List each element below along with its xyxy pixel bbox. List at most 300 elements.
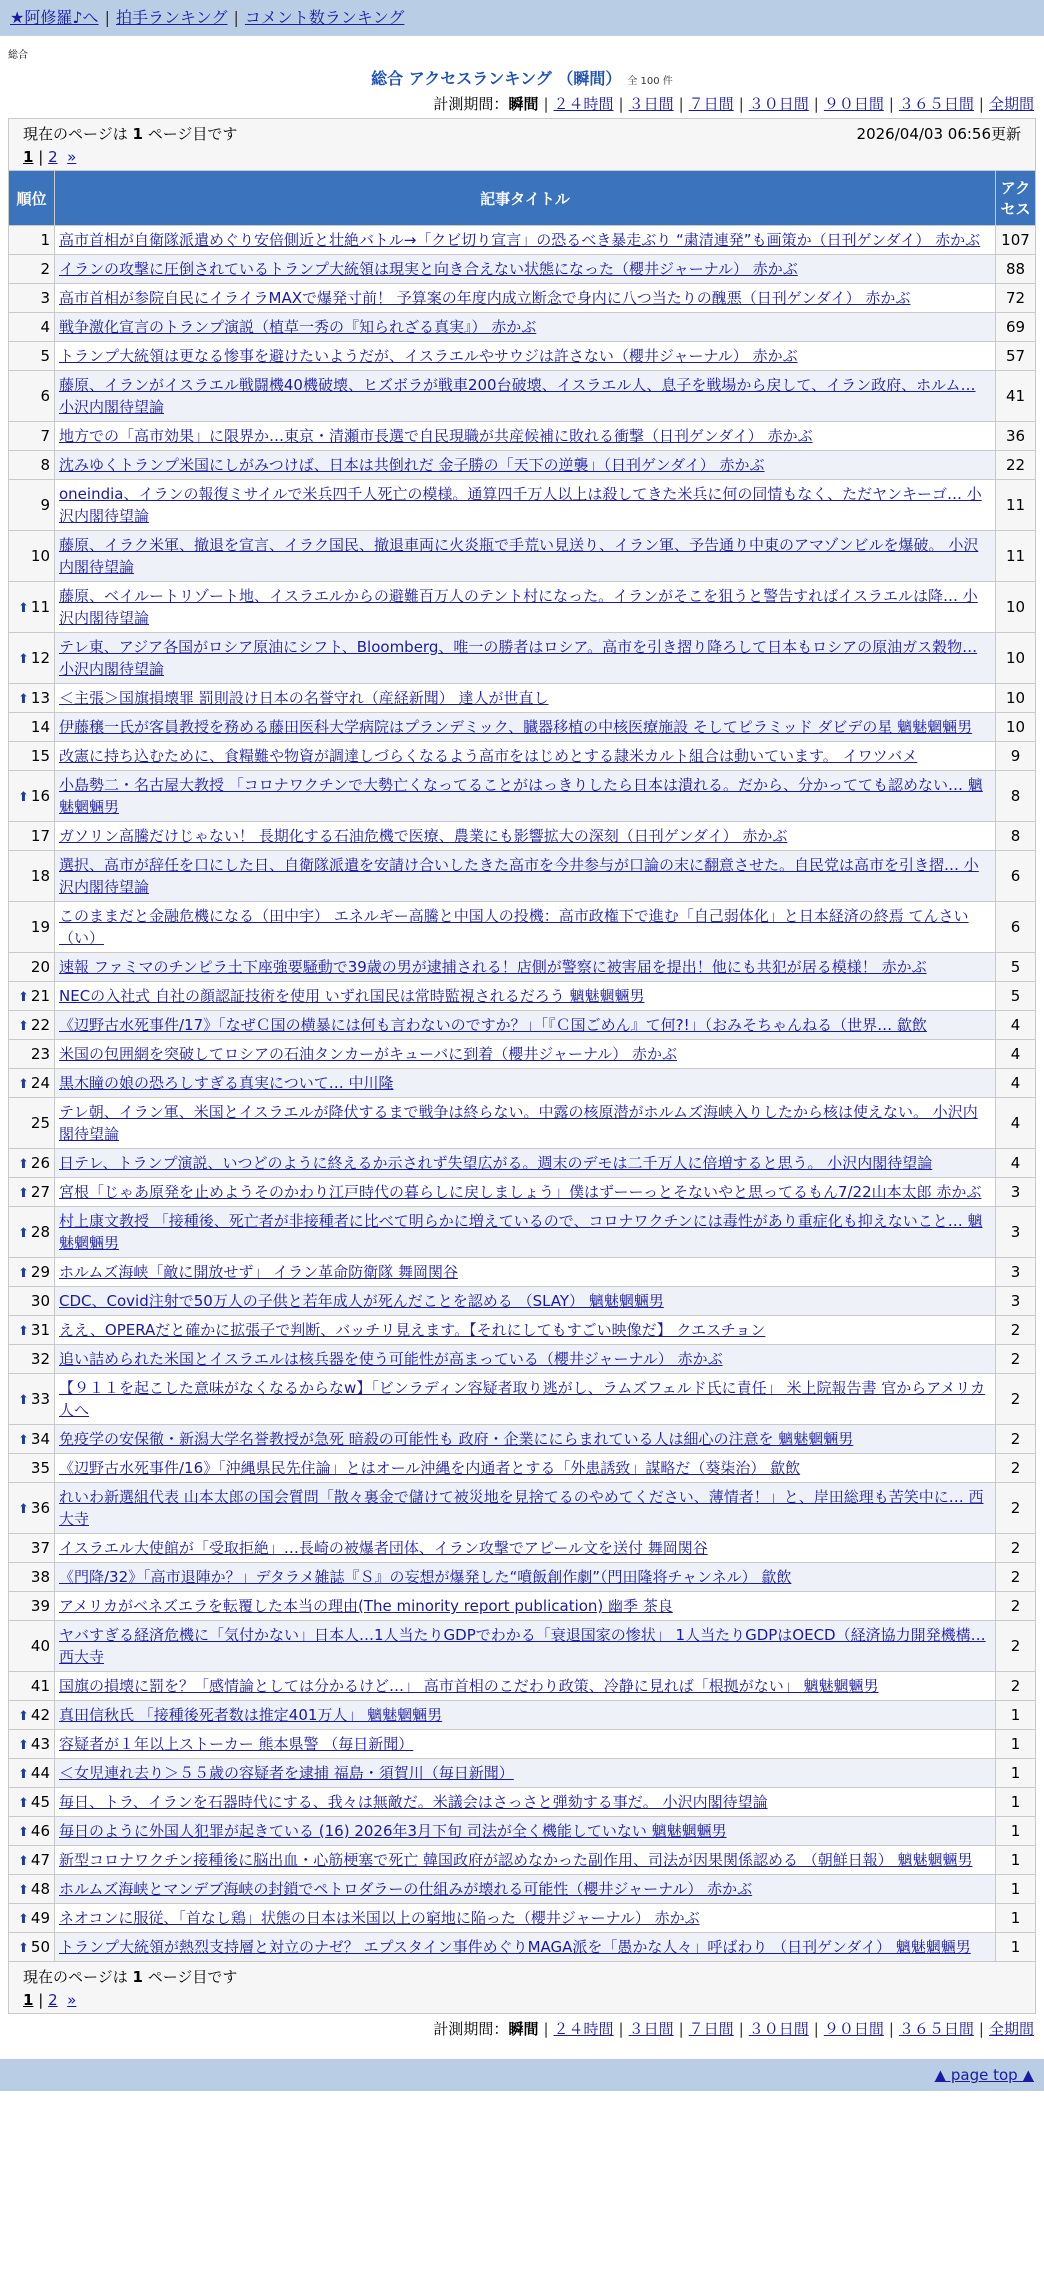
- table-row: [9, 684, 1036, 713]
- article-link[interactable]: 《辺野古水死事件/17》「なぜＣ国の横暴には何も言わないのですか？」「『Ｃ国ごめん』て何?!」（おみそちゃんねる（世界… 歙飲: [59, 1016, 927, 1034]
- rank-cell: [9, 480, 55, 531]
- table-row: [9, 284, 1036, 313]
- title-cell: [55, 822, 996, 851]
- title-cell: [55, 851, 996, 902]
- table-row: [9, 1759, 1036, 1788]
- rank-number: 4: [40, 318, 50, 336]
- table-row: [9, 1534, 1036, 1563]
- rank-number: 48: [30, 1880, 50, 1898]
- table-row: [9, 226, 1036, 255]
- page-info-row-bottom: [9, 1962, 1036, 2014]
- rank-cell: [9, 451, 55, 480]
- page-title: [8, 66, 1036, 89]
- table-row: [9, 582, 1036, 633]
- table-row: [9, 451, 1036, 480]
- table-row: [9, 1875, 1036, 1904]
- article-link[interactable]: トランプ大統領が熱烈支持層と対立のナゼ？ エプスタイン事件めぐりMAGA派を「愚かな人々」呼ばわり （日刊ゲンダイ） 魑魅魍魎男: [59, 1938, 971, 1956]
- title-cell: [55, 1069, 996, 1098]
- title-cell: [55, 582, 996, 633]
- title-cell: [55, 1759, 996, 1788]
- rank-number: 9: [40, 496, 50, 514]
- title-cell: [55, 284, 996, 313]
- rank-number: 13: [30, 689, 50, 707]
- title-cell: [55, 982, 996, 1011]
- article-link[interactable]: ＜主張＞国旗損壊罪 罰則設け日本の名誉守れ（産経新聞） 達人が世直し: [59, 689, 549, 707]
- access-count: 69: [995, 313, 1035, 342]
- access-count: 3: [995, 1207, 1035, 1258]
- rank-up-arrow-icon: ⬆: [18, 1502, 29, 1517]
- rank-up-arrow-icon: ⬆: [18, 1825, 29, 1840]
- article-link[interactable]: NECの入社式 自社の顔認証技術を使用 いずれ国民は常時監視されるだろう 魑魅魍魎男: [59, 987, 645, 1005]
- rank-number: 11: [30, 598, 50, 616]
- period-link-365d[interactable]: ３６５日間: [898, 2020, 974, 2038]
- rank-cell: [9, 771, 55, 822]
- article-link[interactable]: 戦争激化宣言のトランプ演説（植草一秀の『知られざる真実』） 赤かぶ: [59, 318, 537, 336]
- title-cell: [55, 1904, 996, 1933]
- rank-number: 50: [30, 1938, 50, 1956]
- article-link[interactable]: ホルムズ海峡「敵に開放せず」 イラン革命防衛隊 舞岡関谷: [59, 1263, 458, 1281]
- article-link[interactable]: イスラエル大使館が「受取拒絶」…長崎の被爆者団体、イラン攻撃でアピール文を送付 舞岡関谷: [59, 1539, 708, 1557]
- article-link[interactable]: トランプ大統領は更なる惨事を避けたいようだが、イスラエルやサウジは許さない（櫻井ジャーナル） 赤かぶ: [59, 347, 798, 365]
- title-cell: [55, 1730, 996, 1759]
- article-link[interactable]: 日テレ、トランプ演説、いつどのように終えるか示されず失望広がる。週末のデモは二千万人に倍増すると思う。 小沢内閣待望論: [59, 1154, 933, 1172]
- period-selector-top: [8, 93, 1034, 114]
- rank-cell: [9, 1149, 55, 1178]
- period-sep: |: [738, 2020, 744, 2038]
- access-count: 1: [995, 1788, 1035, 1817]
- article-link[interactable]: 《門降/32》「高市退陣か？」デタラメ雑誌『Ｓ』の妄想が爆発した“噴飯創作劇”（門田隆将チャンネル） 歙飲: [59, 1568, 792, 1586]
- title-cell: [55, 1207, 996, 1258]
- article-link[interactable]: ガソリン高騰だけじゃない！ 長期化する石油危機で医療、農業にも影響拡大の深刻（日刊ゲンダイ） 赤かぶ: [59, 827, 788, 845]
- rank-up-arrow-icon: ⬆: [18, 1883, 29, 1898]
- article-link[interactable]: イランの攻撃に圧倒されているトランプ大統領は現実と向き合えない状態になった（櫻井ジャーナル） 赤かぶ: [59, 260, 798, 278]
- rank-cell: [9, 1563, 55, 1592]
- article-link[interactable]: ええ、OPERAだと確かに拡張子で判断、バッチリ見えます。【それにしてもすごい映像だ】 クエスチョン: [59, 1321, 766, 1339]
- rank-cell: [9, 742, 55, 771]
- title-cell: [55, 1040, 996, 1069]
- table-row: [9, 771, 1036, 822]
- rank-number: 34: [30, 1430, 50, 1448]
- access-count: 3: [995, 1287, 1035, 1316]
- article-link[interactable]: 米国の包囲網を突破してロシアの石油タンカーがキューバに到着（櫻井ジャーナル） 赤かぶ: [59, 1045, 677, 1063]
- table-row: [9, 1178, 1036, 1207]
- article-link[interactable]: CDC、Covid注射で50万人の子供と若年成人が死んだことを認める （SLAY） 魑魅魍魎男: [59, 1292, 664, 1310]
- period-sep: |: [888, 2020, 894, 2038]
- rank-cell: [9, 713, 55, 742]
- title-cell: [55, 1483, 996, 1534]
- period-sep: |: [978, 95, 984, 113]
- article-link[interactable]: 追い詰められた米国とイスラエルは核兵器を使う可能性が高まっている（櫻井ジャーナル） 赤かぶ: [59, 1350, 723, 1368]
- rank-up-arrow-icon: ⬆: [18, 1077, 29, 1092]
- article-link[interactable]: 選択、高市が辞任を口にした日、自衛隊派遣を安請け合いしたきた高市を今井参与が口論の末に翻意させた。自民党は高市を引き摺… 小沢内閣待望論: [59, 856, 979, 896]
- page-info-cell-bottom: [9, 1962, 1036, 2014]
- pager-current: 1: [23, 148, 34, 166]
- rank-up-arrow-icon: ⬆: [18, 1796, 29, 1811]
- rank-cell: [9, 284, 55, 313]
- title-cell: [55, 422, 996, 451]
- table-row: [9, 1011, 1036, 1040]
- access-count: 8: [995, 771, 1035, 822]
- table-row: [9, 1207, 1036, 1258]
- table-row: [9, 953, 1036, 982]
- rank-cell: [9, 982, 55, 1011]
- article-link[interactable]: 宮根「じゃあ原発を止めようそのかわり江戸時代の暮らしに戻しましょう」僕はずーーっとそないやと思ってるもん7/22山本太郎 赤かぶ: [59, 1183, 982, 1201]
- period-current: 瞬間: [508, 2020, 539, 2038]
- rank-up-arrow-icon: ⬆: [18, 1433, 29, 1448]
- article-link[interactable]: ホルムズ海峡とマンデブ海峡の封鎖でペトロダラーの仕組みが壊れる可能性（櫻井ジャーナル） 赤かぶ: [59, 1880, 753, 1898]
- rank-number: 39: [30, 1597, 50, 1615]
- access-count: 2: [995, 1563, 1035, 1592]
- title-cell: [55, 226, 996, 255]
- top-nav: [0, 0, 1044, 36]
- page-top-link[interactable]: ▲ page top ▲: [934, 2066, 1034, 2084]
- pager-top: [23, 148, 1021, 166]
- rank-cell: [9, 1817, 55, 1846]
- rank-up-arrow-icon: ⬆: [18, 1767, 29, 1782]
- period-sep: |: [888, 95, 894, 113]
- article-link[interactable]: 藤原、イラク米軍、撤退を宣言、イラク国民、撤退車両に火炎瓶で手荒い見送り、イラン軍、予告通り中東のアマゾンビルを爆破。 小沢内閣待望論: [59, 536, 979, 576]
- rank-number: 40: [30, 1637, 50, 1655]
- table-row: [9, 1672, 1036, 1701]
- rank-number: 10: [30, 547, 50, 565]
- rank-number: 24: [30, 1074, 50, 1092]
- period-sep: |: [978, 2020, 984, 2038]
- nav-link-asyura[interactable]: ★阿修羅♪へ: [10, 8, 99, 27]
- pager-sep: |: [38, 1991, 44, 2009]
- table-row: [9, 1345, 1036, 1374]
- period-link-3d[interactable]: ３日間: [628, 2020, 674, 2038]
- article-link[interactable]: れいわ新選組代表 山本太郎の国会質問「散々裏金で儲けて被災地を見捨てるのやめてください、薄情者！」と、岸田総理も苦笑中に… 西大寺: [59, 1488, 984, 1528]
- article-link[interactable]: 伊藤穣一氏が客員教授を務める藤田医科大学病院はプランデミック、臓器移植の中核医療施設 そしてピラミッド ダビデの星 魑魅魍魎男: [59, 718, 973, 736]
- access-count: 5: [995, 982, 1035, 1011]
- title-cell: [55, 1701, 996, 1730]
- article-link[interactable]: テレ東、アジア各国がロシア原油にシフト、Bloomberg、唯一の勝者はロシア。高市を引き摺り降ろして日本もロシアの原油ガス穀物… 小沢内閣待望論: [59, 638, 978, 678]
- table-row: [9, 982, 1036, 1011]
- article-link[interactable]: テレ朝、イラン軍、米国とイスラエルが降伏するまで戦争は終らない。中露の核原潜がホルムズ海峡入りしたから核は使えない。 小沢内閣待望論: [59, 1103, 978, 1143]
- period-sep: |: [813, 95, 819, 113]
- table-row: [9, 1149, 1036, 1178]
- article-link[interactable]: 新型コロナワクチン接種後に脳出血・心筋梗塞で死亡 韓国政府が認めなかった副作用、司法が因果関係認める （朝鮮日報） 魑魅魍魎男: [59, 1851, 973, 1869]
- rank-up-arrow-icon: ⬆: [18, 1854, 29, 1869]
- page-info-after: ページ目です: [142, 125, 238, 143]
- header-rank: 順位: [9, 171, 55, 226]
- table-row: [9, 255, 1036, 284]
- article-link[interactable]: ＜女児連れ去り＞５５歳の容疑者を逮捕 福島・須賀川（毎日新聞）: [59, 1764, 514, 1782]
- rank-number: 3: [40, 289, 50, 307]
- period-link-24h[interactable]: ２４時間: [553, 95, 614, 113]
- article-link[interactable]: 速報 ファミマのチンピラ土下座強要騒動で39歳の男が逮捕される！店側が警察に被害届を提出！他にも共犯が居る模様！ 赤かぶ: [59, 958, 927, 976]
- rank-number: 25: [30, 1114, 50, 1132]
- rank-up-arrow-icon: ⬆: [18, 1738, 29, 1753]
- access-count: 11: [995, 480, 1035, 531]
- article-link[interactable]: 小島勢二・名古屋大教授 「コロナワクチンで大勢亡くなってることがはっきりしたら日本は潰れる。だから、分かってても認めない… 魑魅魍魎男: [59, 776, 983, 816]
- article-link[interactable]: ヤバすぎる経済危機に「気付かない」日本人…1人当たりGDPでわかる「衰退国家の惨状」 1人当たりGDPはOECD（経済協力開発機構… 西大寺: [59, 1626, 986, 1666]
- article-link[interactable]: アメリカがベネズエラを転覆した本当の理由(The minority report publication) 幽季 茶良: [59, 1597, 673, 1615]
- article-link[interactable]: oneindia、イランの報復ミサイルで米兵四千人死亡の模様。通算四千万人以上は殺してきた米兵に何の同情もなく、ただヤンキーゴ… 小沢内閣待望論: [59, 485, 982, 525]
- rank-cell: [9, 1534, 55, 1563]
- title-cell: [55, 1258, 996, 1287]
- pager-current: 1: [23, 1991, 34, 2009]
- title-cell: [55, 1287, 996, 1316]
- table-row: [9, 633, 1036, 684]
- table-row: [9, 713, 1036, 742]
- access-count: 72: [995, 284, 1035, 313]
- rank-cell: [9, 582, 55, 633]
- rank-up-arrow-icon: ⬆: [18, 1157, 29, 1172]
- header-title: 記事タイトル: [55, 171, 996, 226]
- rank-up-arrow-icon: ⬆: [18, 1393, 29, 1408]
- rank-number: 30: [30, 1292, 50, 1310]
- table-row: [9, 1287, 1036, 1316]
- rank-number: 20: [30, 958, 50, 976]
- period-sep: |: [738, 95, 744, 113]
- article-link[interactable]: 《辺野古水死事件/16》「沖縄県民先住論」とはオール沖縄を内通者とする「外患誘致」謀略だ（葵柒治） 歙飲: [59, 1459, 801, 1477]
- title-cell: [55, 1592, 996, 1621]
- title-cell: [55, 342, 996, 371]
- title-cell: [55, 1788, 996, 1817]
- rank-cell: [9, 1098, 55, 1149]
- article-link[interactable]: 毎日のように外国人犯罪が起きている (16) 2026年3月下旬 司法が全く機能していない 魑魅魍魎男: [59, 1822, 727, 1840]
- pager-link-2[interactable]: 2: [48, 148, 58, 166]
- table-row: [9, 371, 1036, 422]
- table-row: [9, 1454, 1036, 1483]
- period-sep: |: [813, 2020, 819, 2038]
- page-info-row: [9, 119, 1036, 171]
- access-count: 1: [995, 1759, 1035, 1788]
- article-link[interactable]: 国旗の損壊に罰を？「感情論としては分かるけど…」 高市首相のこだわり政策、冷静に見れば「根拠がない」 魑魅魍魎男: [59, 1677, 879, 1695]
- period-sep: |: [678, 2020, 684, 2038]
- nav-sep: |: [233, 8, 239, 27]
- nav-link-comment-ranking[interactable]: コメント数ランキング: [244, 8, 405, 27]
- nav-link-clap-ranking[interactable]: 拍手ランキング: [115, 8, 228, 27]
- rank-number: 45: [30, 1793, 50, 1811]
- title-cell: [55, 1672, 996, 1701]
- rank-cell: [9, 1425, 55, 1454]
- period-link-90d[interactable]: ９０日間: [823, 95, 884, 113]
- access-count: 5: [995, 953, 1035, 982]
- article-link[interactable]: このままだと金融危機になる（田中宇） エネルギー高騰と中国人の投機：高市政権下で進む「自己弱体化」と日本経済の終焉 てんさい（い）: [59, 907, 969, 947]
- access-count: 1: [995, 1730, 1035, 1759]
- table-row: [9, 1374, 1036, 1425]
- rank-cell: [9, 1483, 55, 1534]
- article-link[interactable]: 地方での「高市効果」に限界か…東京・清瀬市長選で自民現職が共産候補に敗れる衝撃（日刊ゲンダイ） 赤かぶ: [59, 427, 813, 445]
- page-info-number: 1: [132, 125, 143, 143]
- pager-bottom: [23, 1991, 1021, 2009]
- pager-next[interactable]: »: [67, 1991, 77, 2009]
- title-cell: [55, 1098, 996, 1149]
- title-cell: [55, 1933, 996, 1962]
- article-link[interactable]: 容疑者が１年以上ストーカー 熊本県警 （毎日新聞）: [59, 1735, 414, 1753]
- rank-number: 41: [30, 1677, 50, 1695]
- table-row: [9, 1788, 1036, 1817]
- access-count: 1: [995, 1904, 1035, 1933]
- rank-cell: [9, 1040, 55, 1069]
- rank-up-arrow-icon: ⬆: [18, 1019, 29, 1034]
- table-row: [9, 422, 1036, 451]
- title-cell: [55, 1454, 996, 1483]
- table-row: [9, 902, 1036, 953]
- ranking-rows: [9, 226, 1036, 1962]
- category-label: 総合: [8, 50, 28, 61]
- access-count: 3: [995, 1178, 1035, 1207]
- table-row: [9, 1316, 1036, 1345]
- table-row: [9, 822, 1036, 851]
- rank-number: 37: [30, 1539, 50, 1557]
- rank-cell: [9, 531, 55, 582]
- title-cell: [55, 480, 996, 531]
- access-count: 8: [995, 822, 1035, 851]
- period-link-7d[interactable]: ７日間: [688, 2020, 734, 2038]
- period-sep: |: [678, 95, 684, 113]
- access-count: 9: [995, 742, 1035, 771]
- rank-cell: [9, 1730, 55, 1759]
- table-row: [9, 1069, 1036, 1098]
- updated-time: 2026/04/03 06:56更新: [856, 125, 1021, 143]
- article-link[interactable]: 毎日、トラ、イランを石器時代にする、我々は無敵だ。米議会はさっさと弾劾する事だ。 小沢内閣待望論: [59, 1793, 768, 1811]
- title-cell: [55, 1534, 996, 1563]
- rank-up-arrow-icon: ⬆: [18, 990, 29, 1005]
- access-count: 10: [995, 684, 1035, 713]
- access-count: 4: [995, 1069, 1035, 1098]
- rank-number: 38: [30, 1568, 50, 1586]
- rank-number: 28: [30, 1223, 50, 1241]
- rank-number: 5: [40, 347, 50, 365]
- article-link[interactable]: 高市首相が参院自民にイライラMAXで爆発寸前！ 予算案の年度内成立断念で身内に八つ当たりの醜悪（日刊ゲンダイ） 赤かぶ: [59, 289, 911, 307]
- rank-number: 33: [30, 1390, 50, 1408]
- article-link[interactable]: 沈みゆくトランプ米国にしがみつけば、日本は共倒れだ 金子勝の「天下の逆襲」（日刊ゲンダイ） 赤かぶ: [59, 456, 765, 474]
- article-link[interactable]: 免疫学の安保徹・新潟大学名誉教授が急死 暗殺の可能性も 政府・企業ににらまれている人は細心の注意を 魑魅魍魎男: [59, 1430, 854, 1448]
- rank-number: 22: [30, 1016, 50, 1034]
- article-link[interactable]: 改憲に持ち込むために、食糧難や物資が調達しづらくなるよう高市をはじめとする隷米カルト組合は動いています。 イワツバメ: [59, 747, 918, 765]
- rank-cell: [9, 371, 55, 422]
- rank-number: 42: [30, 1706, 50, 1724]
- access-count: 1: [995, 1875, 1035, 1904]
- title-cell: [55, 953, 996, 982]
- rank-number: 44: [30, 1764, 50, 1782]
- table-row: [9, 1701, 1036, 1730]
- period-link-30d[interactable]: ３０日間: [748, 95, 809, 113]
- title-cell: [55, 902, 996, 953]
- rank-number: 27: [30, 1183, 50, 1201]
- rank-number: 6: [40, 387, 50, 405]
- header-access: アクセス: [995, 171, 1035, 226]
- table-row: [9, 313, 1036, 342]
- period-sep: |: [618, 95, 624, 113]
- article-link[interactable]: 村上康文教授 「接種後、死亡者が非接種者に比べて明らかに増えているので、コロナワクチンには毒性があり重症化も抑えないこと… 魑魅魍魎男: [59, 1212, 983, 1252]
- period-current: 瞬間: [508, 95, 539, 113]
- period-link-90d[interactable]: ９０日間: [823, 2020, 884, 2038]
- access-count: 41: [995, 371, 1035, 422]
- period-link-3d[interactable]: ３日間: [628, 95, 674, 113]
- page-info-text: [23, 1968, 237, 1986]
- article-link[interactable]: ネオコンに服従、「首なし鶏」状態の日本は米国以上の窮地に陥った（櫻井ジャーナル） 赤かぶ: [59, 1909, 700, 1927]
- rank-up-arrow-icon: ⬆: [18, 692, 29, 707]
- period-link-24h[interactable]: ２４時間: [553, 2020, 614, 2038]
- table-row: [9, 1933, 1036, 1962]
- title-cell: [55, 742, 996, 771]
- access-count: 22: [995, 451, 1035, 480]
- rank-number: 7: [40, 427, 50, 445]
- rank-number: 26: [30, 1154, 50, 1172]
- page-info-number: 1: [132, 1968, 143, 1986]
- title-cell: [55, 531, 996, 582]
- access-count: 2: [995, 1483, 1035, 1534]
- pager-next[interactable]: »: [67, 148, 77, 166]
- article-link[interactable]: 【９１１を起こした意味がなくなるからなw】「ビンラディン容疑者取り逃がし、ラムズフェルド氏に責任」 米上院報告書 官からアメリカ人へ: [59, 1379, 986, 1419]
- access-count: 10: [995, 633, 1035, 684]
- pager-link-2[interactable]: 2: [48, 1991, 58, 2009]
- rank-cell: [9, 1374, 55, 1425]
- period-link-30d[interactable]: ３０日間: [748, 2020, 809, 2038]
- table-row: [9, 1563, 1036, 1592]
- table-row: [9, 1098, 1036, 1149]
- access-count: 11: [995, 531, 1035, 582]
- article-link[interactable]: 真田信秋氏 「接種後死者数は推定401万人」 魑魅魍魎男: [59, 1706, 443, 1724]
- article-link[interactable]: 藤原、イランがイスラエル戦闘機40機破壊、ヒズボラが戦車200台破壊、イスラエル人、息子を戦場から戻して、イラン政府、ホルム… 小沢内閣待望論: [59, 376, 976, 416]
- access-count: 1: [995, 1817, 1035, 1846]
- period-sep: |: [618, 2020, 624, 2038]
- title-cell: [55, 1875, 996, 1904]
- access-count: 4: [995, 1040, 1035, 1069]
- article-link[interactable]: 黒木瞳の娘の恐ろしすぎる真実について… 中川隆: [59, 1074, 394, 1092]
- rank-cell: [9, 1258, 55, 1287]
- rank-cell: [9, 226, 55, 255]
- rank-number: 35: [30, 1459, 50, 1477]
- rank-cell: [9, 902, 55, 953]
- table-row: [9, 531, 1036, 582]
- rank-number: 47: [30, 1851, 50, 1869]
- period-link-all[interactable]: 全期間: [988, 2020, 1034, 2038]
- period-link-365d[interactable]: ３６５日間: [898, 95, 974, 113]
- rank-cell: [9, 1316, 55, 1345]
- rank-cell: [9, 633, 55, 684]
- access-count: 2: [995, 1425, 1035, 1454]
- access-count: 36: [995, 422, 1035, 451]
- access-count: 57: [995, 342, 1035, 371]
- table-row: [9, 1846, 1036, 1875]
- title-cell: [55, 1374, 996, 1425]
- article-link[interactable]: 高市首相が自衛隊派遣めぐり安倍側近と壮絶バトル→「クビ切り宣言」の恐るべき暴走ぶり “粛清連発”も画策か（日刊ゲンダイ） 赤かぶ: [59, 231, 981, 249]
- rank-number: 2: [40, 260, 50, 278]
- title-cell: [55, 1425, 996, 1454]
- rank-up-arrow-icon: ⬆: [18, 1226, 29, 1241]
- rank-up-arrow-icon: ⬆: [18, 1941, 29, 1956]
- period-link-7d[interactable]: ７日間: [688, 95, 734, 113]
- period-link-all[interactable]: 全期間: [988, 95, 1034, 113]
- rank-up-arrow-icon: ⬆: [18, 652, 29, 667]
- article-link[interactable]: 藤原、ベイルートリゾート地、イスラエルからの避難百万人のテント村になった。イランがそこを狙うと警告すればイスラエルは降… 小沢内閣待望論: [59, 587, 978, 627]
- table-row: [9, 1817, 1036, 1846]
- table-row: [9, 1425, 1036, 1454]
- rank-cell: [9, 422, 55, 451]
- access-count: 2: [995, 1672, 1035, 1701]
- title-cell: [55, 713, 996, 742]
- access-count: 1: [995, 1846, 1035, 1875]
- access-count: 88: [995, 255, 1035, 284]
- rank-cell: [9, 1207, 55, 1258]
- page-info-after: ページ目です: [142, 1968, 238, 1986]
- rank-cell: [9, 1011, 55, 1040]
- rank-cell: [9, 1759, 55, 1788]
- ranking-table: [8, 118, 1036, 2014]
- title-cell: [55, 255, 996, 284]
- rank-cell: [9, 1454, 55, 1483]
- rank-cell: [9, 1875, 55, 1904]
- rank-cell: [9, 1672, 55, 1701]
- title-cell: [55, 633, 996, 684]
- access-count: 4: [995, 1149, 1035, 1178]
- rank-up-arrow-icon: ⬆: [18, 1186, 29, 1201]
